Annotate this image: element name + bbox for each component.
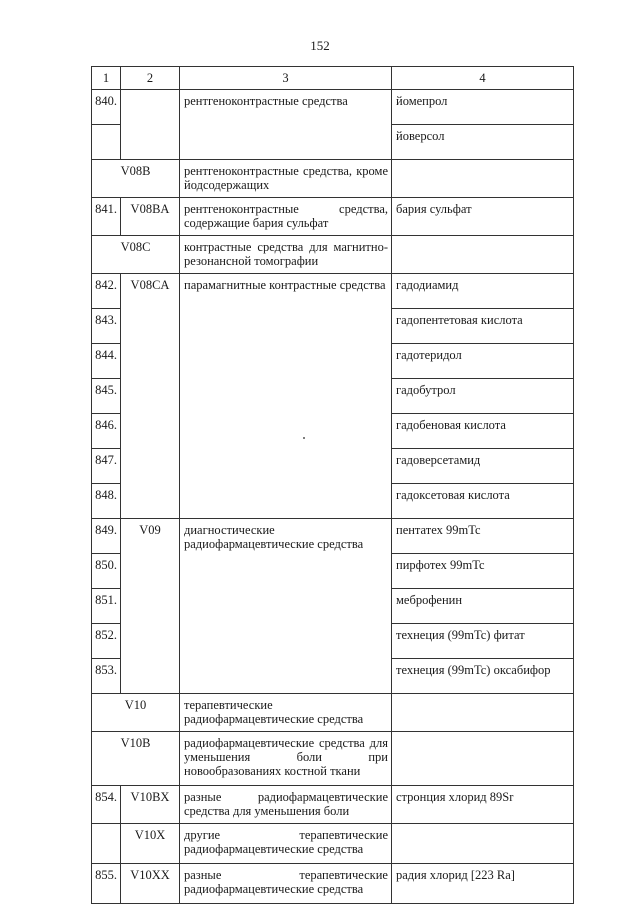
drug-name: меброфенин bbox=[392, 589, 574, 624]
drug-name bbox=[392, 160, 574, 198]
table-row bbox=[92, 236, 574, 274]
header-cell-1: 1 bbox=[92, 67, 121, 90]
table-row bbox=[92, 274, 574, 309]
header-cell-2: 2 bbox=[121, 67, 180, 90]
page-number: 152 bbox=[310, 38, 330, 53]
row-number: 847. bbox=[92, 449, 121, 484]
drug-name: технеция (99mTc) фитат bbox=[392, 624, 574, 659]
drug-name: гадодиамид bbox=[392, 274, 574, 309]
group-description: терапевтические радиофармацевтические средства bbox=[180, 694, 392, 732]
drug-name bbox=[392, 694, 574, 732]
row-number: 852. bbox=[92, 624, 121, 659]
atc-code: V09 bbox=[121, 519, 180, 694]
table-header-row bbox=[92, 67, 574, 90]
table-row bbox=[92, 694, 574, 732]
drug-name: йомепрол bbox=[392, 90, 574, 125]
group-description: разные радиофармацевтические средства для уменьшения боли bbox=[180, 786, 392, 824]
group-description: рентгеноконтрастные средства, кроме йодсодержащих bbox=[180, 160, 392, 198]
row-number: 841. bbox=[92, 198, 121, 236]
table-row bbox=[92, 786, 574, 824]
drug-name: гадобеновая кислота bbox=[392, 414, 574, 449]
drug-name: гадоверсетамид bbox=[392, 449, 574, 484]
group-description: разные терапевтические радиофармацевтические средства bbox=[180, 864, 392, 904]
atc-code: V08BA bbox=[121, 198, 180, 236]
drug-name: гадопентетовая кислота bbox=[392, 309, 574, 344]
drug-name: гадобутрол bbox=[392, 379, 574, 414]
group-description: диагностические радиофармацевтические средства bbox=[180, 519, 392, 694]
table-row bbox=[92, 824, 574, 864]
group-description: другие терапевтические радиофармацевтические средства bbox=[180, 824, 392, 864]
atc-code: V10X bbox=[121, 824, 180, 864]
drug-name: йоверсол bbox=[392, 125, 574, 160]
drug-name bbox=[392, 824, 574, 864]
drug-name: гадоксетовая кислота bbox=[392, 484, 574, 519]
row-number: 854. bbox=[92, 786, 121, 824]
row-number: 844. bbox=[92, 344, 121, 379]
table-row bbox=[92, 160, 574, 198]
scan-speck bbox=[303, 437, 305, 439]
group-description: парамагнитные контрастные средства bbox=[180, 274, 392, 519]
row-number: 850. bbox=[92, 554, 121, 589]
group-description: рентгеноконтрастные средства, содержащие бария сульфат bbox=[180, 198, 392, 236]
header-cell-3: 3 bbox=[180, 67, 392, 90]
group-description: радиофармацевтические средства для уменьшения боли при новообразованиях костной ткани bbox=[180, 732, 392, 786]
group-description: рентгеноконтрастные средства bbox=[180, 90, 392, 160]
row-number: 848. bbox=[92, 484, 121, 519]
drug-name: пентатех 99mTc bbox=[392, 519, 574, 554]
row-number: 840. bbox=[92, 90, 121, 125]
table-row bbox=[92, 732, 574, 786]
atc-code: V10BX bbox=[121, 786, 180, 824]
row-number: 842. bbox=[92, 274, 121, 309]
table-row bbox=[92, 90, 574, 125]
row-number: 853. bbox=[92, 659, 121, 694]
drug-name: технеция (99mTc) оксабифор bbox=[392, 659, 574, 694]
atc-code: V10XX bbox=[121, 864, 180, 904]
atc-code: V08CA bbox=[121, 274, 180, 519]
drug-name: пирфотех 99mTc bbox=[392, 554, 574, 589]
header-cell-4: 4 bbox=[392, 67, 574, 90]
table-row bbox=[92, 519, 574, 554]
drug-list-table bbox=[91, 66, 574, 904]
row-number: 851. bbox=[92, 589, 121, 624]
row-number: 843. bbox=[92, 309, 121, 344]
row-number bbox=[92, 125, 121, 160]
table-row bbox=[92, 864, 574, 904]
atc-code: V10B bbox=[92, 732, 180, 786]
row-number: 849. bbox=[92, 519, 121, 554]
row-number: 855. bbox=[92, 864, 121, 904]
atc-code: V08B bbox=[92, 160, 180, 198]
row-number: 845. bbox=[92, 379, 121, 414]
drug-name: бария сульфат bbox=[392, 198, 574, 236]
atc-code: V08C bbox=[92, 236, 180, 274]
atc-code: V10 bbox=[92, 694, 180, 732]
drug-name bbox=[392, 236, 574, 274]
drug-name: гадотеридол bbox=[392, 344, 574, 379]
drug-name: стронция хлорид 89Sr bbox=[392, 786, 574, 824]
group-description: контрастные средства для магнитно-резонансной томографии bbox=[180, 236, 392, 274]
row-number bbox=[92, 824, 121, 864]
row-number: 846. bbox=[92, 414, 121, 449]
table-row bbox=[92, 198, 574, 236]
drug-name bbox=[392, 732, 574, 786]
atc-code bbox=[121, 90, 180, 160]
drug-name: радия хлорид [223 Ra] bbox=[392, 864, 574, 904]
